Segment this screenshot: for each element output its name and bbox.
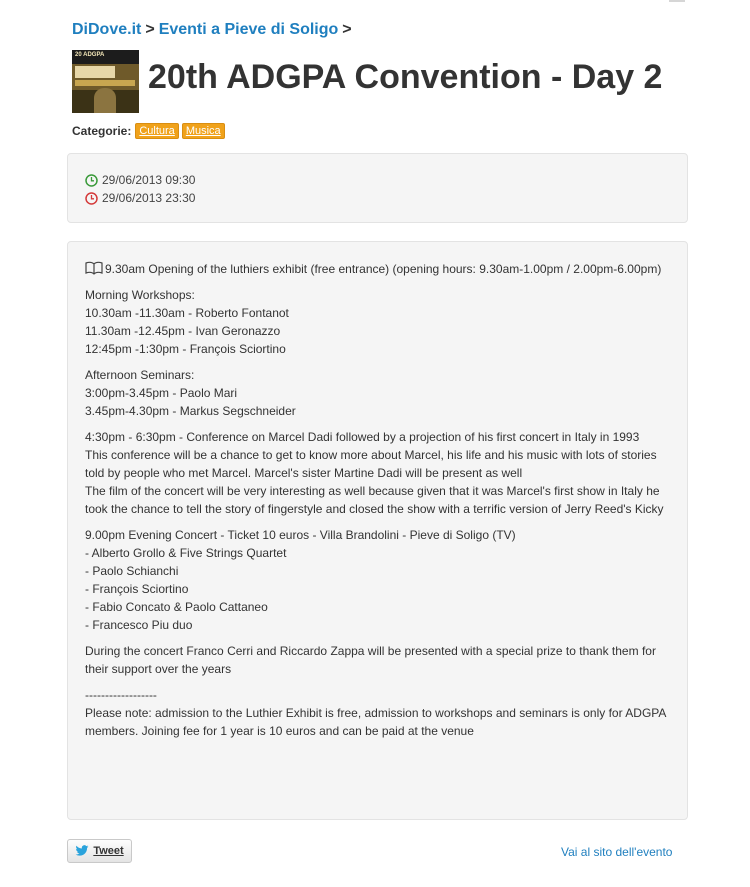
clock-icon (85, 174, 98, 187)
end-datetime: 29/06/2013 23:30 (102, 191, 196, 205)
event-description-panel (67, 241, 688, 820)
description-line: Morning Workshops: (85, 288, 195, 302)
clock-icon (85, 192, 98, 205)
description-paragraph (85, 526, 670, 634)
description-line: - Francesco Piu duo (85, 618, 193, 632)
start-date-row (85, 171, 670, 189)
page-title: 20th ADGPA Convention - Day 2 (148, 58, 663, 96)
description-line: 11.30am -12.45pm - Ivan Geronazzo (85, 324, 281, 338)
description-line: 4:30pm - 6:30pm - Conference on Marcel Dadi followed by a projection of his first concert in Italy in 1993 (85, 430, 640, 444)
breadcrumb-separator: > (342, 21, 352, 38)
description-line: 12:45pm -1:30pm - François Sciortino (85, 342, 286, 356)
description-line: 9.00pm Evening Concert - Ticket 10 euros - Villa Brandolini - Pieve di Soligo (TV) (85, 528, 516, 542)
description-line: 3:00pm-3.45pm - Paolo Mari (85, 386, 238, 400)
event-website-link[interactable]: Vai al sito dell'evento (561, 845, 673, 859)
description-line: 10.30am -11.30am - Roberto Fontanot (85, 306, 289, 320)
categories (72, 123, 225, 139)
book-icon (85, 261, 103, 275)
description-line: Afternoon Seminars: (85, 368, 195, 382)
thumbnail-text: 20 ADGPA (75, 52, 105, 58)
tweet-button[interactable] (67, 839, 132, 863)
category-badge-musica[interactable]: Musica (182, 123, 225, 139)
description-paragraph (85, 686, 670, 740)
description-line: - François Sciortino (85, 582, 189, 596)
event-dates-panel (67, 153, 688, 223)
description-line: Please note: admission to the Luthier Exhibit is free, admission to workshops and seminars is only for ADGPA members. Joining fee for 1 year is 10 euros and can be paid at the venue (85, 706, 666, 738)
twitter-bird-icon (75, 845, 89, 857)
description-line: - Paolo Schianchi (85, 564, 179, 578)
description-paragraph (85, 286, 670, 358)
end-date-row (85, 189, 670, 207)
description-line: ------------------ (85, 688, 157, 702)
description-line: During the concert Franco Cerri and Riccardo Zappa will be presented with a special prize to thank them for their support over the years (85, 644, 656, 676)
categories-label: Categorie: (72, 124, 132, 138)
description-paragraph (85, 428, 670, 518)
description-line: 3.45pm-4.30pm - Markus Segschneider (85, 404, 296, 418)
description-paragraph (85, 260, 670, 278)
event-thumbnail[interactable] (72, 50, 139, 113)
description-line: - Fabio Concato & Paolo Cattaneo (85, 600, 268, 614)
breadcrumb-city-link[interactable]: Eventi a Pieve di Soligo (158, 21, 339, 38)
description-paragraph (85, 642, 670, 678)
event-description (85, 260, 670, 740)
description-line: The film of the concert will be very interesting as well because given that it was Marcel's first show in Italy he took the chance to tell the story of fingerstyle and closed the show with a terrific version of Jerry Reed's Kicky (85, 484, 664, 516)
breadcrumb-home-link[interactable]: DiDove.it (72, 21, 142, 38)
description-line: This conference will be a chance to get to know more about Marcel, his life and his music with lots of stories told by people who met Marcel. Marcel's sister Martine Dadi will be present as well (85, 448, 657, 480)
description-line: - Alberto Grollo & Five Strings Quartet (85, 546, 287, 560)
breadcrumb (72, 21, 356, 39)
top-divider (669, 0, 685, 2)
tweet-label: Tweet (93, 845, 124, 857)
start-datetime: 29/06/2013 09:30 (102, 173, 196, 187)
description-line: 9.30am Opening of the luthiers exhibit (free entrance) (opening hours: 9.30am-1.00pm / 2.00pm-6.00pm) (105, 262, 662, 276)
description-paragraph (85, 366, 670, 420)
breadcrumb-separator: > (145, 21, 155, 38)
description-line-with-icon (85, 260, 670, 278)
category-badge-cultura[interactable]: Cultura (135, 123, 178, 139)
